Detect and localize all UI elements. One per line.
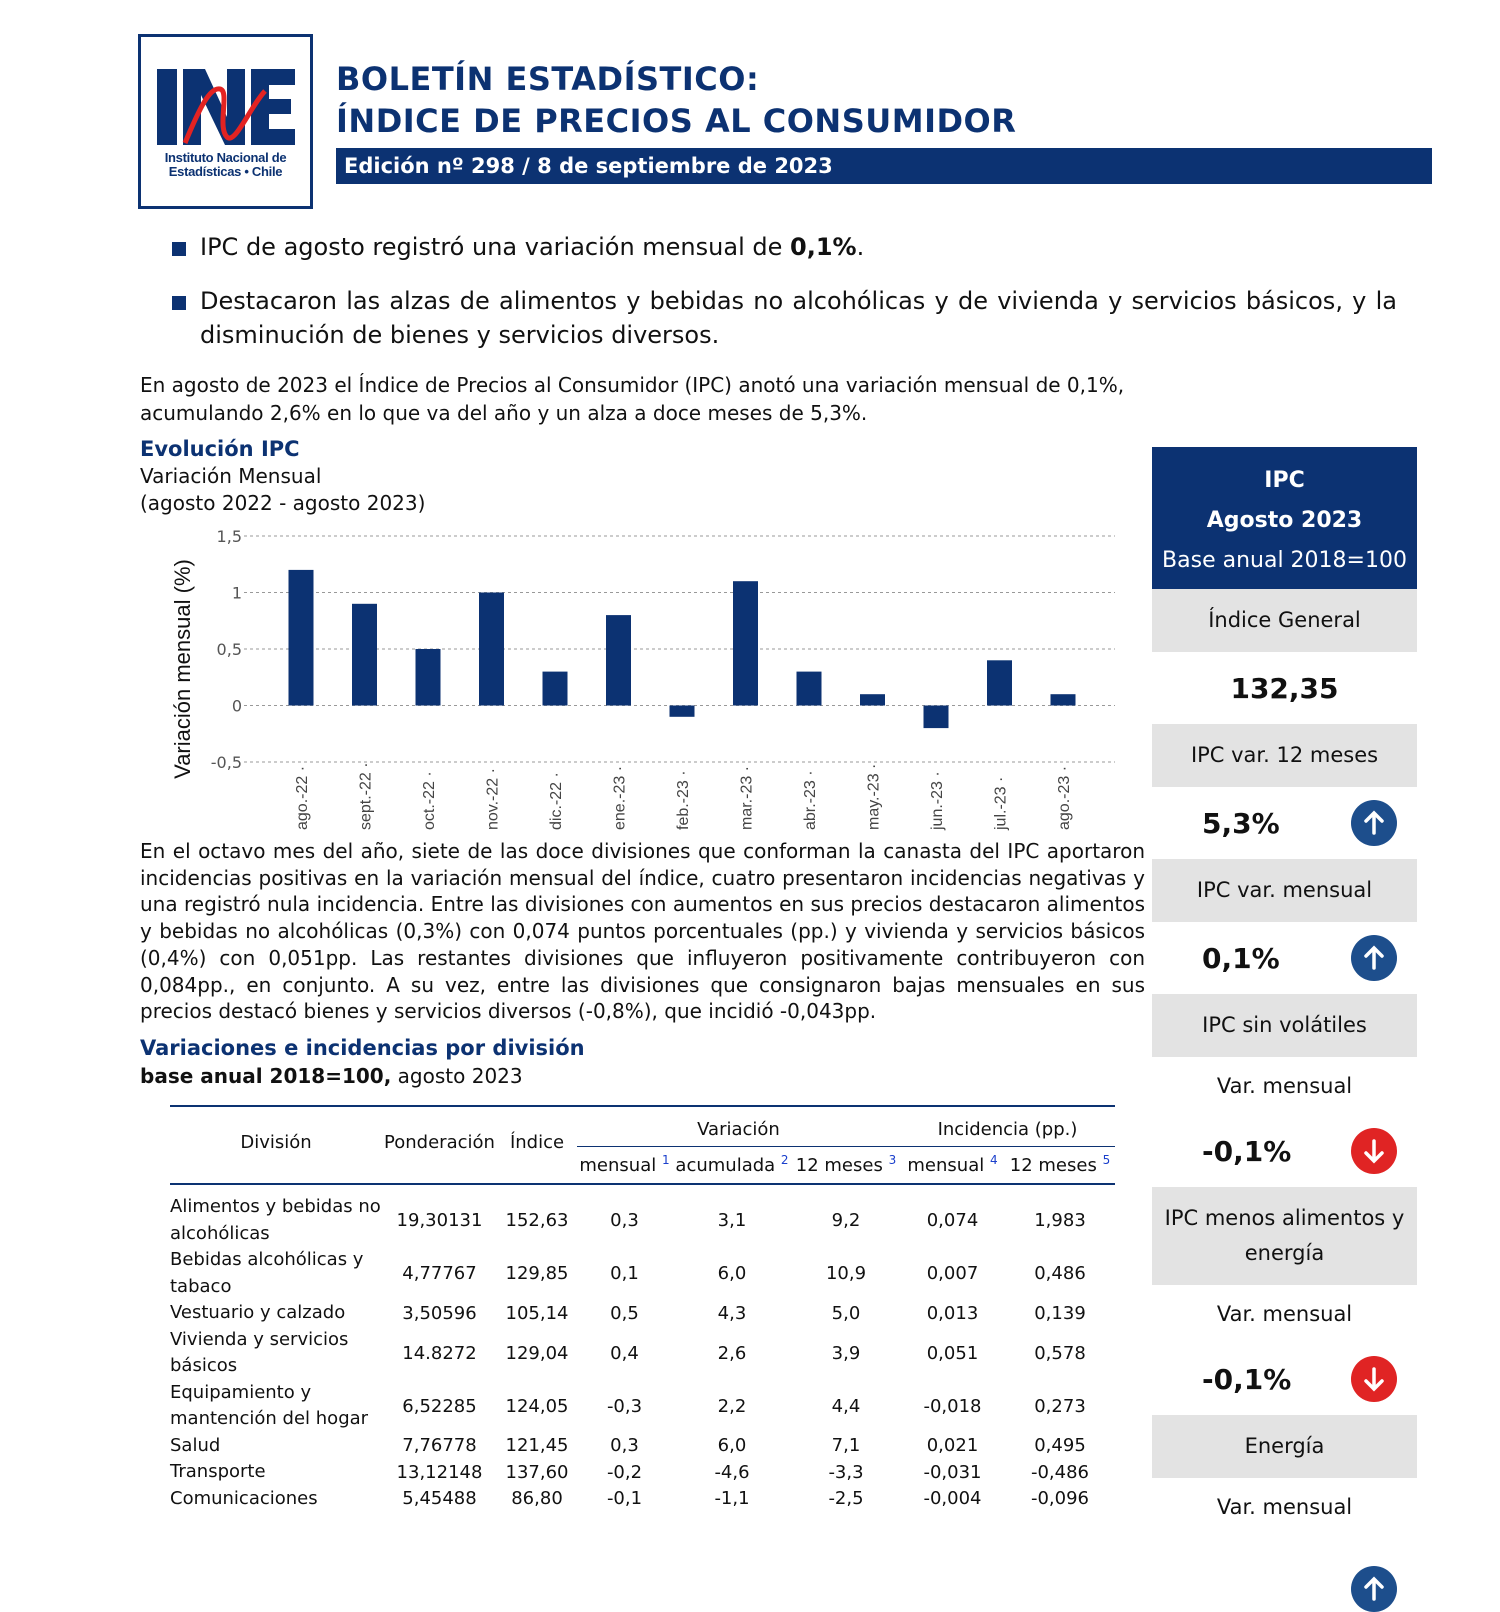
- cell-var-mensual: 0,3: [610, 1210, 639, 1231]
- bar: [289, 570, 314, 706]
- varm-value-row: 0,1%: [1152, 922, 1417, 994]
- cell-indice: 152,63: [505, 1210, 569, 1231]
- cell-var-mensual: 0,5: [610, 1302, 639, 1324]
- chart-period: (agosto 2022 - agosto 2023): [140, 491, 426, 515]
- bar: [670, 706, 695, 717]
- cell-ponderacion: 13,12148: [396, 1461, 483, 1483]
- ipc-summary-sidebar: [1152, 447, 1417, 1608]
- bullet-square-icon: [172, 296, 186, 310]
- col-header-ponderacion: Ponderación: [382, 1106, 497, 1184]
- bar: [797, 672, 822, 706]
- cell-var-12m: 3,9: [831, 1342, 861, 1364]
- cell-ponderacion: 14.8272: [402, 1342, 477, 1364]
- svg-text:may.-23 ·: may.-23 ·: [865, 763, 883, 830]
- sinvol-label: IPC sin volátiles: [1152, 994, 1417, 1057]
- division-name: Vestuario y calzado: [170, 1302, 346, 1323]
- cell-var-mensual: 0,3: [610, 1435, 639, 1457]
- cell-var-acumulada: 2,2: [717, 1395, 747, 1417]
- bar: [479, 593, 504, 706]
- cell-var-acumulada: 6,0: [717, 1263, 747, 1284]
- cell-inc-mensual: 0,021: [926, 1435, 979, 1457]
- col-subheader: acumulada $^2$: [672, 1146, 792, 1184]
- cell-var-mensual: 0,4: [610, 1342, 639, 1364]
- edition-bar: Edición nº 298 / 8 de septiembre de 2023: [336, 148, 1432, 184]
- svg-text:nov.-22 ·: nov.-22 ·: [484, 768, 502, 830]
- sae-value-row: -0,1%: [1152, 1343, 1417, 1415]
- svg-text:0,5: 0,5: [216, 640, 242, 659]
- cell-inc-mensual: 0,007: [926, 1263, 979, 1284]
- svg-text:sept.-22 ·: sept.-22 ·: [357, 762, 375, 830]
- cell-ponderacion: 19,30131: [396, 1210, 483, 1231]
- cell-inc-12m: 0,139: [1034, 1302, 1086, 1324]
- cell-inc-mensual: 0,013: [926, 1302, 979, 1324]
- energia-label: Energía: [1152, 1415, 1417, 1478]
- divisions-table: [170, 1105, 1115, 1512]
- svg-text:1: 1: [231, 583, 242, 603]
- arrow-down-icon: [1351, 1356, 1397, 1402]
- cell-var-12m: 9,2: [831, 1210, 861, 1231]
- logo-caption-line1: Instituto Nacional de: [164, 150, 287, 165]
- cell-ponderacion: 5,45488: [402, 1488, 477, 1510]
- cell-var-mensual: 0,1: [610, 1263, 639, 1284]
- logo-caption-line2: Estadísticas • Chile: [168, 164, 283, 179]
- division-name: Salud: [170, 1434, 221, 1456]
- energia-sub: Var. mensual: [1216, 1495, 1353, 1519]
- page-title: [336, 58, 1016, 142]
- bar: [606, 615, 631, 705]
- col-subheader: 12 meses $^5$: [1005, 1146, 1115, 1184]
- division-name: Bebidas alcohólicas y tabaco: [170, 1249, 364, 1297]
- sinvol-sub: Var. mensual: [1216, 1074, 1353, 1098]
- cell-var-acumulada: 3,1: [717, 1210, 747, 1231]
- cell-ponderacion: 4,77767: [402, 1263, 477, 1284]
- arrow-up-icon: [1351, 800, 1397, 846]
- table-row: [170, 1459, 1115, 1486]
- cell-var-acumulada: 2,6: [717, 1342, 747, 1364]
- sidebar-header: IPC Agosto 2023 Base anual 2018=100: [1152, 447, 1417, 589]
- arrow-up-icon: [1351, 1566, 1397, 1612]
- svg-text:abr.-23 ·: abr.-23 ·: [802, 770, 819, 830]
- table-row: [170, 1486, 1115, 1513]
- cell-inc-mensual: 0,051: [926, 1342, 979, 1364]
- cell-indice: 121,45: [505, 1435, 569, 1457]
- svg-text:oct.-22 ·: oct.-22 ·: [421, 771, 438, 830]
- cell-var-12m: 10,9: [825, 1263, 867, 1284]
- cell-var-12m: -2,5: [828, 1488, 864, 1510]
- cell-inc-12m: -0,096: [1030, 1488, 1090, 1510]
- cell-inc-12m: 0,495: [1034, 1435, 1086, 1457]
- svg-text:jul.-23 ·: jul.-23 ·: [992, 776, 1010, 830]
- sae-label: IPC menos alimentos y energía: [1152, 1187, 1417, 1285]
- cell-inc-12m: 1,983: [1034, 1210, 1086, 1231]
- sinvol-value-row: -0,1%: [1152, 1115, 1417, 1187]
- cell-indice: 105,14: [505, 1302, 569, 1324]
- bar: [860, 694, 885, 705]
- footnote-ref[interactable]: 2: [780, 1153, 789, 1168]
- footnote-ref[interactable]: 1: [661, 1153, 670, 1168]
- highlight-item: Destacaron las alzas de alimentos y bebidas no alcohólicas y de vivienda y servicios básicos, y la disminución de bienes y servicios diversos.: [172, 284, 1397, 352]
- bar: [543, 672, 568, 706]
- col-subheader: mensual $^1$: [577, 1146, 672, 1184]
- cell-inc-12m: -0,486: [1030, 1461, 1090, 1483]
- cell-var-mensual: -0,2: [606, 1461, 643, 1483]
- table-row: [170, 1433, 1115, 1460]
- highlights-list: [172, 230, 1397, 372]
- col-header-variacion: Variación: [577, 1106, 900, 1146]
- col-header-division: División: [170, 1106, 382, 1184]
- svg-text:ene.-23 ·: ene.-23 ·: [611, 765, 629, 830]
- footnote-ref[interactable]: 3: [888, 1153, 897, 1168]
- footnote-ref[interactable]: 4: [989, 1153, 998, 1168]
- division-name: Vivienda y servicios básicos: [170, 1328, 349, 1376]
- col-subheader: 12 meses $^3$: [792, 1146, 900, 1184]
- cell-indice: 124,05: [505, 1395, 569, 1417]
- bar: [416, 649, 441, 706]
- cell-ponderacion: 3,50596: [402, 1302, 477, 1324]
- svg-text:mar.-23 ·: mar.-23 ·: [738, 765, 756, 830]
- bar: [733, 581, 758, 705]
- table-row: [170, 1380, 1115, 1433]
- division-name: Comunicaciones: [170, 1487, 318, 1509]
- cell-inc-mensual: 0,074: [926, 1210, 979, 1231]
- analysis-paragraph: En el octavo mes del año, siete de las doce divisiones que conforman la canasta del IPC aportaron incidencias positivas en la variación mensual del índice, cuatro presentaron incidencias negativas y una registró nula incidencia. Entre las divisiones con aumentos en sus precios destacaron alimentos y bebidas no alcohólicas (0,3%) con 0,074 puntos porcentuales (pp.) y vivienda y servicios básicos (0,4%) con 0,051pp. Las restantes divisiones que influyeron positivamente contribuyeron con 0,084pp., en conjunto. A su vez, entre las divisiones que consignaron bajas mensuales en sus precios destacó bienes y servicios diversos (-0,8%), que incidió -0,043pp.: [140, 839, 1145, 1024]
- ine-logo: [138, 34, 313, 209]
- cell-indice: 86,80: [511, 1488, 563, 1510]
- cell-inc-12m: 0,273: [1034, 1395, 1086, 1417]
- cell-inc-mensual: -0,004: [923, 1488, 982, 1510]
- svg-text:Variación mensual (%): Variación mensual (%): [170, 559, 195, 779]
- bar: [352, 604, 377, 706]
- highlight-item: IPC de agosto registró una variación mensual de 0,1%.: [172, 230, 1397, 264]
- cell-var-12m: 5,0: [831, 1302, 861, 1324]
- chart-heading: [140, 436, 425, 517]
- ipc-monthly-bar-chart: [160, 520, 1130, 840]
- cell-var-mensual: -0,1: [606, 1488, 643, 1510]
- arrow-up-icon: [1351, 935, 1397, 981]
- chart-subtitle: Variación Mensual: [140, 464, 322, 488]
- cell-inc-mensual: -0,031: [923, 1461, 982, 1483]
- cell-inc-12m: 0,578: [1034, 1342, 1086, 1364]
- cell-var-mensual: -0,3: [606, 1395, 643, 1417]
- cell-indice: 129,85: [505, 1263, 569, 1284]
- bullet-square-icon: [172, 242, 186, 256]
- energia-value-row: [1152, 1536, 1417, 1608]
- svg-text:dic.-22 ·: dic.-22 ·: [548, 772, 565, 830]
- indice-general-label: Índice General: [1152, 589, 1417, 652]
- cell-var-12m: 7,1: [831, 1435, 861, 1457]
- table-section-title: Variaciones e incidencias por división: [140, 1036, 585, 1060]
- varm-label: IPC var. mensual: [1152, 859, 1417, 922]
- cell-var-acumulada: 4,3: [717, 1302, 747, 1324]
- intro-paragraph: En agosto de 2023 el Índice de Precios al Consumidor (IPC) anotó una variación mensual de 0,1%, acumulando 2,6% en lo que va del año y un alza a doce meses de 5,3%.: [140, 373, 1125, 425]
- col-header-indice: Índice: [497, 1106, 577, 1184]
- cell-ponderacion: 6,52285: [402, 1395, 477, 1417]
- title-line2: ÍNDICE DE PRECIOS AL CONSUMIDOR: [336, 102, 1017, 140]
- cell-var-acumulada: -4,6: [714, 1461, 750, 1483]
- cell-var-12m: -3,3: [828, 1461, 864, 1483]
- table-row: [170, 1327, 1115, 1380]
- cell-var-acumulada: 6,0: [717, 1435, 747, 1457]
- sae-sub: Var. mensual: [1216, 1302, 1353, 1326]
- table-row: [170, 1300, 1115, 1327]
- cell-ponderacion: 7,76778: [402, 1435, 477, 1457]
- table-heading: Variaciones e incidencias por división base anual 2018=100, agosto 2023: [140, 1036, 585, 1088]
- col-header-incidencia: Incidencia (pp.): [900, 1106, 1115, 1146]
- cell-var-12m: 4,4: [831, 1395, 861, 1417]
- division-name: Alimentos y bebidas no alcohólicas: [170, 1196, 381, 1244]
- bar: [987, 660, 1012, 705]
- cell-indice: 137,60: [505, 1461, 569, 1483]
- ine-logo-mark: [155, 67, 297, 147]
- var12-label: IPC var. 12 meses: [1152, 724, 1417, 787]
- bar: [1051, 694, 1076, 705]
- cell-indice: 129,04: [505, 1342, 569, 1364]
- svg-text:0: 0: [231, 696, 242, 716]
- chart-section-title: Evolución IPC: [140, 437, 300, 461]
- table-row: [170, 1247, 1115, 1300]
- svg-text:ago.-22 ·: ago.-22 ·: [294, 765, 311, 830]
- bar: [924, 706, 949, 729]
- division-name: Equipamiento y mantención del hogar: [170, 1381, 369, 1429]
- division-name: Transporte: [170, 1461, 266, 1482]
- indice-general-value: 132,35: [1230, 671, 1339, 705]
- arrow-down-icon: [1351, 1128, 1397, 1174]
- table-row: [170, 1194, 1115, 1247]
- svg-text:ago.-23 ·: ago.-23 ·: [1056, 765, 1073, 830]
- svg-text:jun.-23 ·: jun.-23 ·: [929, 771, 946, 830]
- title-line1: BOLETÍN ESTADÍSTICO:: [336, 60, 760, 98]
- col-subheader: mensual $^4$: [900, 1146, 1005, 1184]
- svg-text:1,5: 1,5: [216, 527, 242, 546]
- footnote-ref[interactable]: 5: [1102, 1153, 1111, 1168]
- cell-inc-12m: 0,486: [1034, 1263, 1086, 1284]
- highlight-value: 0,1%: [790, 233, 857, 261]
- cell-var-acumulada: -1,1: [714, 1488, 750, 1510]
- svg-text:-0,5: -0,5: [210, 753, 242, 772]
- cell-inc-mensual: -0,018: [923, 1395, 982, 1417]
- var12-value-row: 5,3%: [1152, 787, 1417, 859]
- svg-text:feb.-23 ·: feb.-23 ·: [675, 770, 692, 830]
